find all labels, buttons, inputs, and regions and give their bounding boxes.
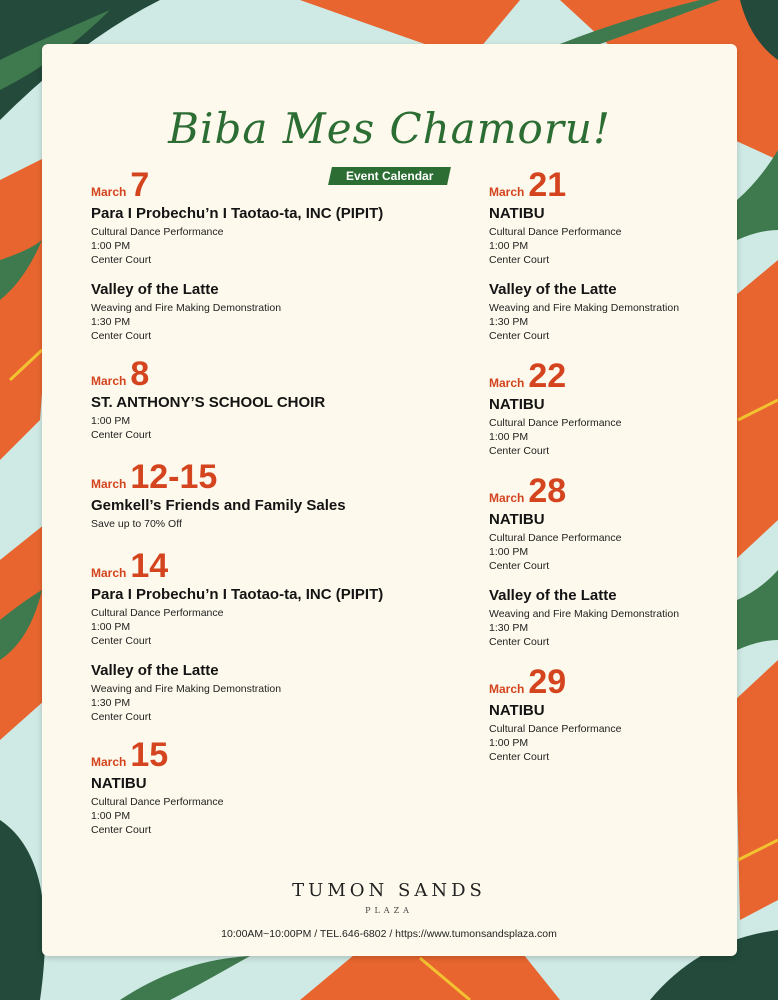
event-detail: Cultural Dance Performance [91, 607, 224, 619]
event-title: Valley of the Latte [91, 662, 219, 679]
event-title: NATIBU [91, 775, 147, 792]
day-header [91, 549, 451, 583]
calendar-day [489, 665, 729, 764]
event-entry [91, 775, 451, 837]
calendar-day [91, 168, 451, 343]
event-title: Valley of the Latte [489, 281, 617, 298]
month-label: March [91, 566, 127, 580]
event-detail: Cultural Dance Performance [489, 723, 622, 735]
day-header [489, 474, 729, 508]
month-label: March [489, 185, 525, 199]
event-detail: Center Court [489, 560, 550, 572]
event-entry [489, 281, 729, 343]
day-header [91, 357, 451, 391]
event-detail: 1:00 PM [91, 810, 131, 822]
day-header [91, 168, 451, 202]
page-title: Biba Mes Chamoru! [168, 104, 611, 153]
event-detail: 1:30 PM [489, 622, 529, 634]
event-detail: Cultural Dance Performance [489, 226, 622, 238]
calendar-day [489, 168, 729, 343]
event-detail: Center Court [91, 330, 152, 342]
day-number: 22 [528, 357, 567, 395]
event-entry [489, 205, 729, 267]
calendar-day [91, 460, 451, 531]
calendar-day [91, 549, 451, 724]
day-number: 8 [130, 355, 150, 393]
tumon-sands-logo: TUMON SANDS [292, 880, 486, 901]
event-detail: Center Court [489, 254, 550, 266]
event-detail: Center Court [489, 636, 550, 648]
month-label: March [91, 755, 127, 769]
event-entry [91, 586, 451, 648]
event-detail: 1:00 PM [91, 415, 131, 427]
event-title: ST. ANTHONY’S SCHOOL CHOIR [91, 394, 326, 411]
day-number: 21 [528, 166, 567, 204]
event-detail: Center Court [91, 711, 152, 723]
event-entry [91, 281, 451, 343]
event-title: Valley of the Latte [91, 281, 219, 298]
event-detail: 1:30 PM [91, 697, 131, 709]
event-detail: Center Court [91, 824, 152, 836]
day-header [489, 665, 729, 699]
month-label: March [91, 185, 127, 199]
event-detail: Center Court [91, 429, 152, 441]
event-title: Gemkell’s Friends and Family Sales [91, 497, 346, 514]
event-entry [489, 587, 729, 649]
event-detail: Weaving and Fire Making Demonstration [91, 302, 282, 314]
subtitle-text: Event Calendar [345, 169, 434, 183]
month-label: March [91, 477, 127, 491]
event-detail: Cultural Dance Performance [91, 796, 224, 808]
day-header [91, 460, 451, 494]
month-label: March [91, 374, 127, 388]
day-header [489, 359, 729, 393]
event-detail: 1:30 PM [91, 316, 131, 328]
calendar-day [91, 738, 451, 837]
event-detail: Weaving and Fire Making Demonstration [489, 302, 680, 314]
event-detail: Cultural Dance Performance [489, 532, 622, 544]
event-detail: Center Court [91, 254, 152, 266]
day-number: 12-15 [130, 458, 218, 496]
month-label: March [489, 376, 525, 390]
event-detail: 1:00 PM [91, 240, 131, 252]
event-detail: 1:00 PM [489, 737, 529, 749]
event-detail: 1:00 PM [489, 240, 529, 252]
event-detail: Cultural Dance Performance [489, 417, 622, 429]
event-detail: Cultural Dance Performance [91, 226, 224, 238]
day-header [489, 168, 729, 202]
day-number: 7 [130, 166, 150, 204]
event-title: Para I Probechu’n I Taotao-ta, INC (PIPIT) [91, 586, 384, 603]
event-title: NATIBU [489, 205, 545, 222]
event-entry [91, 662, 451, 724]
event-entry [91, 394, 451, 442]
event-detail: Weaving and Fire Making Demonstration [91, 683, 282, 695]
event-title: Para I Probechu’n I Taotao-ta, INC (PIPIT) [91, 205, 384, 222]
event-detail: Center Court [91, 635, 152, 647]
month-label: March [489, 491, 525, 505]
event-entry [489, 511, 729, 573]
event-title: Valley of the Latte [489, 587, 617, 604]
event-detail: Save up to 70% Off [91, 518, 182, 530]
month-label: March [489, 682, 525, 696]
event-title: NATIBU [489, 396, 545, 413]
day-number: 15 [130, 736, 169, 774]
event-detail: Weaving and Fire Making Demonstration [489, 608, 680, 620]
event-entry [489, 702, 729, 764]
event-detail: 1:00 PM [91, 621, 131, 633]
event-title: NATIBU [489, 511, 545, 528]
event-entry [91, 497, 451, 531]
event-detail: 1:00 PM [489, 431, 529, 443]
day-header [91, 738, 451, 772]
event-detail: Center Court [489, 445, 550, 457]
day-number: 14 [130, 547, 169, 585]
left-column [91, 168, 451, 851]
event-detail: Center Court [489, 751, 550, 763]
day-number: 28 [528, 472, 567, 510]
logo-subtitle: PLAZA [365, 906, 413, 915]
footer-info: 10:00AM~10:00PM / TEL.646-6802 / https://www.tumonsandsplaza.com [221, 928, 557, 940]
day-number: 29 [528, 663, 567, 701]
event-entry [489, 396, 729, 458]
calendar-day [91, 357, 451, 442]
event-detail: 1:00 PM [489, 546, 529, 558]
event-title: NATIBU [489, 702, 545, 719]
event-detail: 1:30 PM [489, 316, 529, 328]
right-column [489, 168, 729, 778]
calendar-day [489, 359, 729, 458]
event-entry [91, 205, 451, 267]
calendar-day [489, 474, 729, 649]
event-detail: Center Court [489, 330, 550, 342]
